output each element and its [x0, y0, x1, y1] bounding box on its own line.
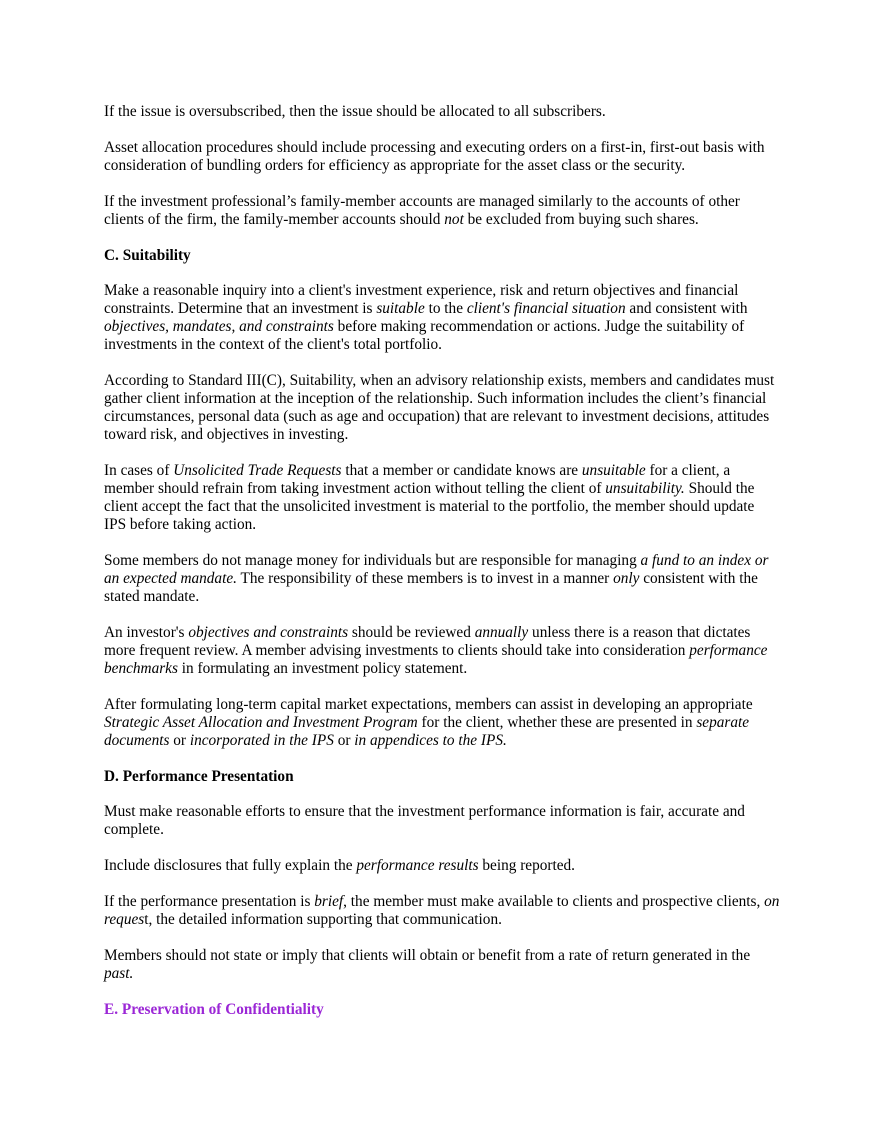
- paragraph-standard-iiic: According to Standard III(C), Suitability, when an advisory relationship exists, members and candidates must gather client information at the inception of the relationship. Such information includes the client’s financial circumstances, personal data (such as age and occupation) that are relevant to investment decisions, attitudes toward risk, and objectives in investing.: [104, 372, 775, 443]
- paragraph-brief-presentation: If the performance presentation is brief, the member must make available to clients and prospective clients, on request, the detailed information supporting that communication.: [104, 893, 780, 928]
- paragraph-strategic-allocation: After formulating long-term capital market expectations, members can assist in developing an appropriate Strategic Asset Allocation and Investment Program for the client, whether these are presented in separate documents or incorporated in the IPS or in appendices to the IPS.: [104, 696, 753, 749]
- paragraph-oversubscribed: If the issue is oversubscribed, then the issue should be allocated to all subscribers.: [104, 103, 606, 120]
- paragraph-family-accounts: If the investment professional’s family-member accounts are managed similarly to the accounts of other clients of the firm, the family-member accounts should not be excluded from buying such shares.: [104, 193, 740, 228]
- paragraph-reasonable-efforts: Must make reasonable efforts to ensure that the investment performance information is fair, accurate and complete.: [104, 803, 745, 838]
- paragraph-asset-allocation: Asset allocation procedures should include processing and executing orders on a first-in, first-out basis with consideration of bundling orders for efficiency as appropriate for the asset class or the security.: [104, 139, 765, 174]
- heading-preservation-of-confidentiality: E. Preservation of Confidentiality: [104, 1001, 324, 1018]
- heading-performance-presentation: D. Performance Presentation: [104, 768, 294, 785]
- paragraph-review-annually: An investor's objectives and constraints should be reviewed annually unless there is a reason that dictates more frequent review. A member advising investments to clients should take into consideration performance benchmarks in formulating an investment policy statement.: [104, 624, 768, 677]
- paragraph-fund-mandate: Some members do not manage money for individuals but are responsible for managing a fund to an index or an expected mandate. The responsibility of these members is to invest in a manner only consistent with the stated mandate.: [104, 552, 769, 605]
- paragraph-past-returns: Members should not state or imply that clients will obtain or benefit from a rate of return generated in the past.: [104, 947, 751, 982]
- heading-suitability: C. Suitability: [104, 247, 191, 264]
- paragraph-disclosures: Include disclosures that fully explain the performance results being reported.: [104, 857, 575, 874]
- document-body: [104, 103, 780, 1036]
- paragraph-reasonable-inquiry: Make a reasonable inquiry into a client's investment experience, risk and return objectives and financial constraints. Determine that an investment is suitable to the client's financial situation and consistent with objectives, mandates, and constraints before making recommendation or actions. Judge the suitability of investments in the context of the client's total portfolio.: [104, 282, 748, 353]
- paragraph-unsolicited-trades: In cases of Unsolicited Trade Requests that a member or candidate knows are unsuitable for a client, a member should refrain from taking investment action without telling the client of unsuitability. Should the client accept the fact that the unsolicited investment is material to the portfolio, the member should update IPS before taking action.: [104, 462, 755, 533]
